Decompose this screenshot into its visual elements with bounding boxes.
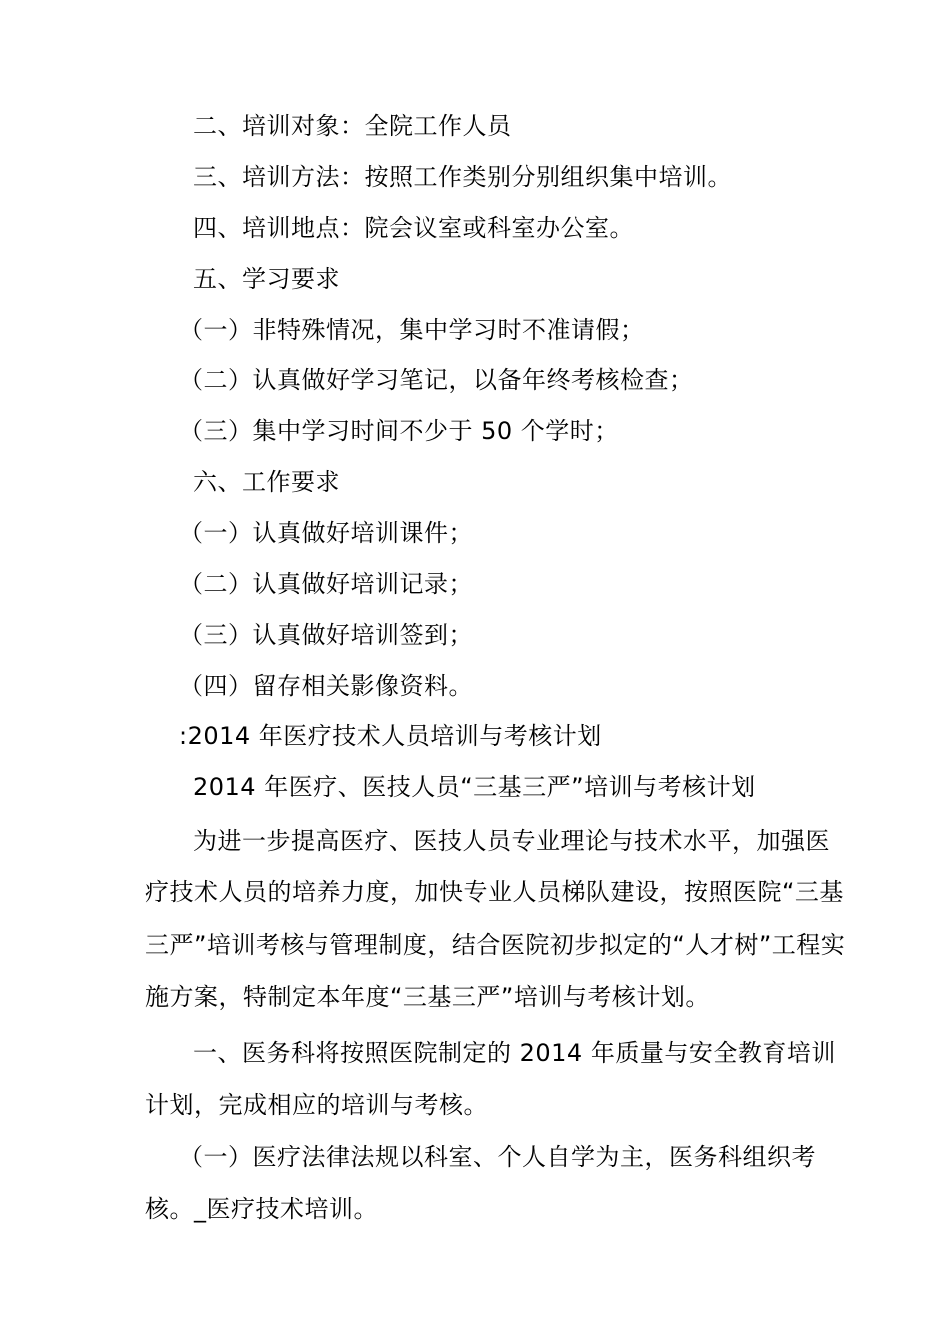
intro-paragraph-line-4: 施方案，特制定本年度“三基三严”培训与考核计划。: [145, 983, 710, 1011]
item-one-line-2: 核。_医疗技术培训。: [145, 1195, 378, 1223]
work-requirement-3: （三）认真做好培训签到；: [179, 621, 473, 649]
study-requirement-1: （一）非特殊情况，集中学习时不准请假；: [179, 316, 645, 344]
section-one-line-1: 一、医务科将按照医院制定的 2014 年质量与安全教育培训: [193, 1039, 836, 1067]
intro-paragraph-line-3: 三严”培训考核与管理制度，结合医院初步拟定的“人才树”工程实: [145, 931, 846, 959]
item-one-line-1: （一）医疗法律法规以科室、个人自学为主，医务科组织考: [179, 1143, 816, 1171]
plan-title: 2014 年医疗、医技人员“三基三严”培训与考核计划: [193, 773, 756, 801]
heading-work-requirements: 六、工作要求: [193, 468, 340, 496]
work-requirement-4: （四）留存相关影像资料。: [179, 672, 473, 700]
heading-training-target: 二、培训对象：全院工作人员: [193, 112, 512, 140]
intro-paragraph-line-2: 疗技术人员的培养力度，加快专业人员梯队建设，按照医院“三基: [145, 878, 844, 906]
heading-training-location: 四、培训地点：院会议室或科室办公室。: [193, 214, 634, 242]
study-requirement-2: （二）认真做好学习笔记，以备年终考核检查；: [179, 366, 694, 394]
study-requirement-3: （三）集中学习时间不少于 50 个学时；: [179, 417, 619, 445]
plan-reference-line: :2014 年医疗技术人员培训与考核计划: [179, 722, 602, 750]
work-requirement-2: （二）认真做好培训记录；: [179, 570, 473, 598]
intro-paragraph-line-1: 为进一步提高医疗、医技人员专业理论与技术水平，加强医: [193, 827, 830, 855]
heading-training-method: 三、培训方法：按照工作类别分别组织集中培训。: [193, 163, 732, 191]
heading-study-requirements: 五、学习要求: [193, 265, 340, 293]
section-one-line-2: 计划，完成相应的培训与考核。: [145, 1091, 488, 1119]
work-requirement-1: （一）认真做好培训课件；: [179, 519, 473, 547]
